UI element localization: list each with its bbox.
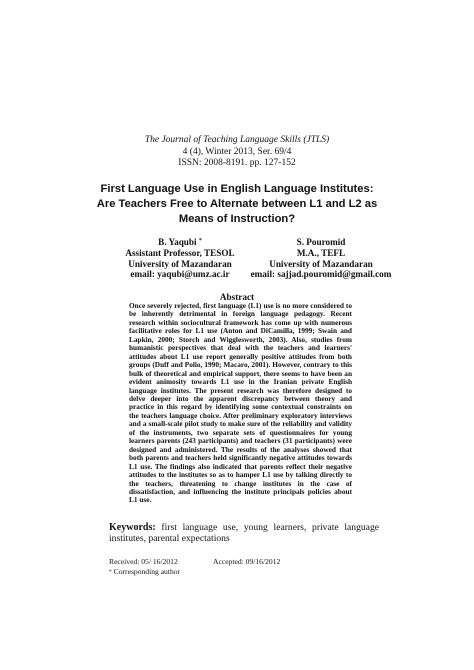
journal-header	[0, 135, 474, 170]
abstract-line: institutes in the case of dissatisfaction, and influencing the	[129, 478, 352, 496]
abstract-line: questionnaires for young learners parents (243 participants)	[129, 427, 352, 446]
accepted-date: Accepted: 09/16/2012	[213, 557, 281, 566]
author-block-2	[246, 237, 396, 280]
abstract-line: administered. The results of the analyses showed that both	[129, 444, 352, 463]
abstract-line: apparent discrepancy between theory and practice in this	[129, 393, 353, 412]
author-name-line	[100, 237, 260, 248]
title-line-3: Means of Instruction?	[178, 213, 296, 225]
abstract-line: towards L1 use. The findings also indicated that parents reflect	[129, 453, 352, 471]
dates-line	[109, 557, 359, 567]
abstract-line: and teachers (31 participants) were designed and	[129, 436, 353, 454]
author-name: B. Yaqubi	[158, 237, 197, 247]
paper-title	[60, 182, 414, 227]
author-affiliation: University of Mazandaran	[269, 258, 373, 269]
abstract-line: Wigglesworth, 2003). Also, studies from humanistic	[129, 334, 352, 353]
journal-issn: ISSN: 2008-8191. pp. 127-152	[178, 158, 296, 168]
abstract-line: contrary to this bulk of theoretical and empirical support,	[129, 360, 352, 378]
corresponding-author-note	[109, 567, 180, 577]
abstract-line: Once severely rejected, first language (L1) use is no more	[129, 301, 309, 310]
corresponding-author-text: Corresponding author	[113, 567, 181, 576]
abstract-body	[129, 302, 352, 505]
author-block-1	[100, 237, 260, 280]
corresponding-mark: *	[198, 238, 202, 244]
abstract-line: institute principals policies about L1 use.	[129, 486, 353, 505]
title-line-2: Are Teachers Free to Alternate between L1 and L2 as	[96, 198, 378, 210]
abstract-line: perspectives that deal with the teachers and learners'	[167, 343, 352, 353]
abstract-line: parents and teachers held significantly negative attitudes	[145, 453, 325, 463]
author-email: email: yaqubi@umz.ac.ir	[130, 269, 230, 280]
corresponding-mark: *	[109, 569, 112, 575]
abstract-heading: Abstract	[219, 292, 255, 302]
received-date: Received: 05/ 16/2012	[109, 557, 178, 566]
author-email: email: sajjad.pouromid@gmail.com	[250, 269, 392, 280]
abstract-line: research was therefore designed to delve deeper into the	[129, 385, 352, 403]
abstract-line: there seems to have been an evident animosity towards L1 use	[129, 368, 353, 387]
abstract-line: teachers language choice. After preliminary exploratory	[141, 410, 318, 420]
abstract-line: interviews and a small-scale pilot study to make sure of the	[129, 410, 353, 429]
journal-name: The Journal of Teaching Language Skills (JTLS)	[144, 135, 330, 145]
abstract-line: pedagogy. Recent research within sociocultural framework has	[129, 309, 352, 327]
title-line-1: First Language Use in English Language Institutes:	[100, 183, 374, 195]
abstract-line: reliability and validity of the instruments, two separate sets of	[129, 419, 352, 437]
abstract-line: regard by identifying some contextual constraints on the	[129, 402, 353, 420]
author-role: Assistant Professor, TESOL	[125, 247, 235, 258]
keywords-label: Keywords:	[109, 522, 156, 533]
abstract-line: in the Iranian private English language institutes. The present	[129, 377, 353, 395]
abstract-line: both groups (Duff and Polio, 1990; Macaro, 2001). However,	[129, 351, 352, 370]
abstract-line: attitudes about L1 use report generally positive attitudes from	[129, 351, 335, 361]
journal-issue: 4 (4), Winter 2013, Ser. 69/4	[182, 146, 292, 157]
keywords	[109, 522, 379, 544]
abstract-line: by talking directly to the teachers, threatening to change	[129, 470, 352, 488]
abstract-line: and DiCamilla, 1999; Swain and Lapkin, 2000; Storch and	[129, 326, 352, 344]
abstract-line: their negative attitudes to the institutes so as to hamper L1 use	[129, 461, 352, 480]
abstract-line: considered to be inherently detrimental in foreign language	[129, 301, 352, 319]
author-affiliation: University of Mazandaran	[128, 258, 232, 269]
author-role: M.A., TEFL	[296, 247, 346, 258]
author-name: S. Pouromid	[296, 237, 346, 247]
abstract-line: come up with numerous facilitative roles for L1 use (Anton	[129, 317, 353, 336]
keywords-text: first language use, young learners, private language institutes, parental expectations	[109, 522, 379, 544]
